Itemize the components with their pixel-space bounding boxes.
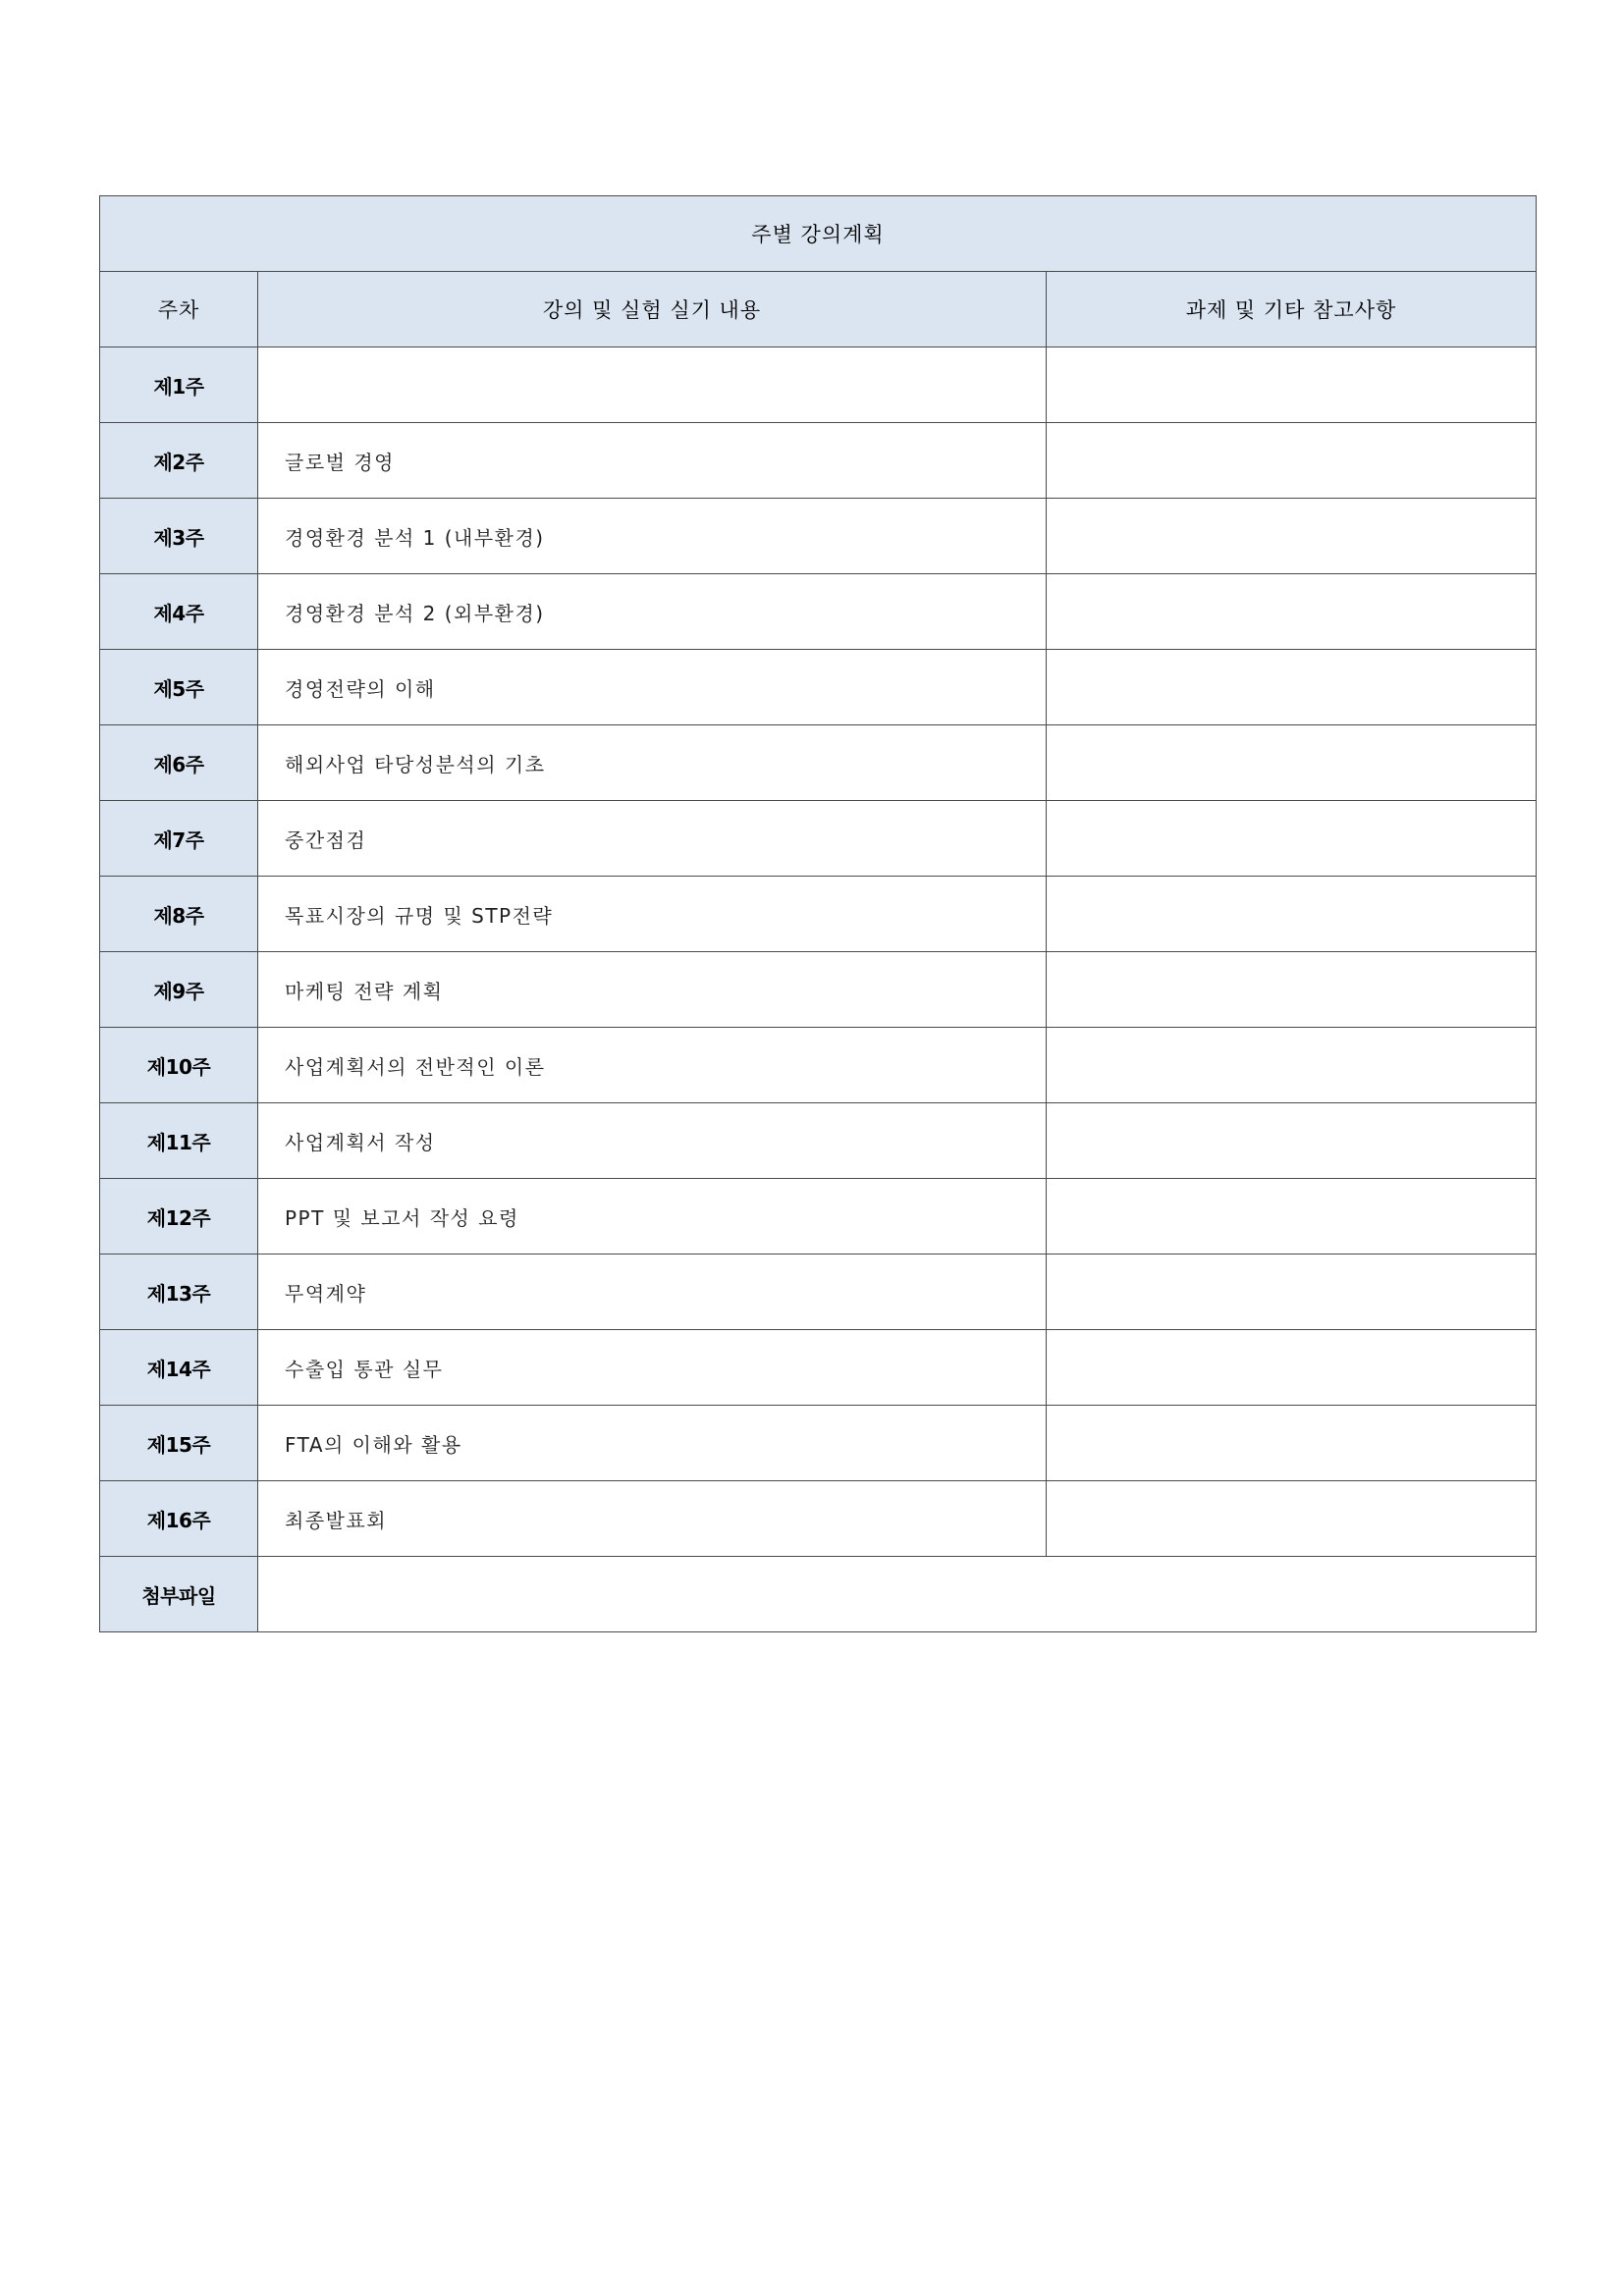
table-row bbox=[100, 1481, 1537, 1557]
week-notes bbox=[1047, 347, 1537, 423]
header-week: 주차 bbox=[100, 272, 258, 347]
week-notes bbox=[1047, 574, 1537, 650]
table-row bbox=[100, 650, 1537, 725]
table-row bbox=[100, 725, 1537, 801]
week-notes bbox=[1047, 499, 1537, 574]
week-notes bbox=[1047, 423, 1537, 499]
week-label: 제13주 bbox=[100, 1255, 258, 1330]
week-notes bbox=[1047, 650, 1537, 725]
table-title-row bbox=[100, 196, 1537, 272]
week-content: 수출입 통관 실무 bbox=[258, 1330, 1047, 1406]
table-body bbox=[100, 347, 1537, 1632]
table-header-row bbox=[100, 272, 1537, 347]
weekly-plan-table bbox=[99, 195, 1537, 1632]
week-content: 해외사업 타당성분석의 기초 bbox=[258, 725, 1047, 801]
week-label: 제9주 bbox=[100, 952, 258, 1028]
table-row bbox=[100, 1255, 1537, 1330]
week-label: 제10주 bbox=[100, 1028, 258, 1103]
week-content: FTA의 이해와 활용 bbox=[258, 1406, 1047, 1481]
table-row bbox=[100, 499, 1537, 574]
week-content: 사업계획서의 전반적인 이론 bbox=[258, 1028, 1047, 1103]
table-row bbox=[100, 1028, 1537, 1103]
week-content: PPT 및 보고서 작성 요령 bbox=[258, 1179, 1047, 1255]
table-row bbox=[100, 1179, 1537, 1255]
week-notes bbox=[1047, 952, 1537, 1028]
table-title: 주별 강의계획 bbox=[100, 196, 1537, 272]
week-content: 경영환경 분석 1 (내부환경) bbox=[258, 499, 1047, 574]
week-notes bbox=[1047, 1103, 1537, 1179]
table-row bbox=[100, 347, 1537, 423]
table-row bbox=[100, 1330, 1537, 1406]
week-notes bbox=[1047, 1028, 1537, 1103]
week-label: 제15주 bbox=[100, 1406, 258, 1481]
week-content bbox=[258, 347, 1047, 423]
week-notes bbox=[1047, 725, 1537, 801]
header-content: 강의 및 실험 실기 내용 bbox=[258, 272, 1047, 347]
week-notes bbox=[1047, 1255, 1537, 1330]
week-label: 제16주 bbox=[100, 1481, 258, 1557]
attachment-value bbox=[258, 1557, 1537, 1632]
week-label: 제5주 bbox=[100, 650, 258, 725]
week-label: 제6주 bbox=[100, 725, 258, 801]
week-notes bbox=[1047, 1179, 1537, 1255]
week-content: 최종발표회 bbox=[258, 1481, 1047, 1557]
table-row bbox=[100, 877, 1537, 952]
week-content: 경영전략의 이해 bbox=[258, 650, 1047, 725]
table-row bbox=[100, 1406, 1537, 1481]
week-content: 목표시장의 규명 및 STP전략 bbox=[258, 877, 1047, 952]
week-notes bbox=[1047, 1330, 1537, 1406]
week-content: 무역계약 bbox=[258, 1255, 1047, 1330]
table-row bbox=[100, 574, 1537, 650]
week-label: 제14주 bbox=[100, 1330, 258, 1406]
week-label: 제7주 bbox=[100, 801, 258, 877]
week-label: 제12주 bbox=[100, 1179, 258, 1255]
week-notes bbox=[1047, 1481, 1537, 1557]
week-notes bbox=[1047, 801, 1537, 877]
header-notes: 과제 및 기타 참고사항 bbox=[1047, 272, 1537, 347]
week-label: 제4주 bbox=[100, 574, 258, 650]
week-content: 글로벌 경영 bbox=[258, 423, 1047, 499]
week-content: 경영환경 분석 2 (외부환경) bbox=[258, 574, 1047, 650]
week-label: 제1주 bbox=[100, 347, 258, 423]
week-label: 제11주 bbox=[100, 1103, 258, 1179]
attachment-row bbox=[100, 1557, 1537, 1632]
week-label: 제3주 bbox=[100, 499, 258, 574]
table-row bbox=[100, 952, 1537, 1028]
week-notes bbox=[1047, 877, 1537, 952]
week-label: 제2주 bbox=[100, 423, 258, 499]
week-content: 사업계획서 작성 bbox=[258, 1103, 1047, 1179]
week-notes bbox=[1047, 1406, 1537, 1481]
week-content: 마케팅 전략 계획 bbox=[258, 952, 1047, 1028]
table-row bbox=[100, 801, 1537, 877]
week-label: 제8주 bbox=[100, 877, 258, 952]
attachment-label: 첨부파일 bbox=[100, 1557, 258, 1632]
week-content: 중간점검 bbox=[258, 801, 1047, 877]
table-row bbox=[100, 423, 1537, 499]
table-row bbox=[100, 1103, 1537, 1179]
